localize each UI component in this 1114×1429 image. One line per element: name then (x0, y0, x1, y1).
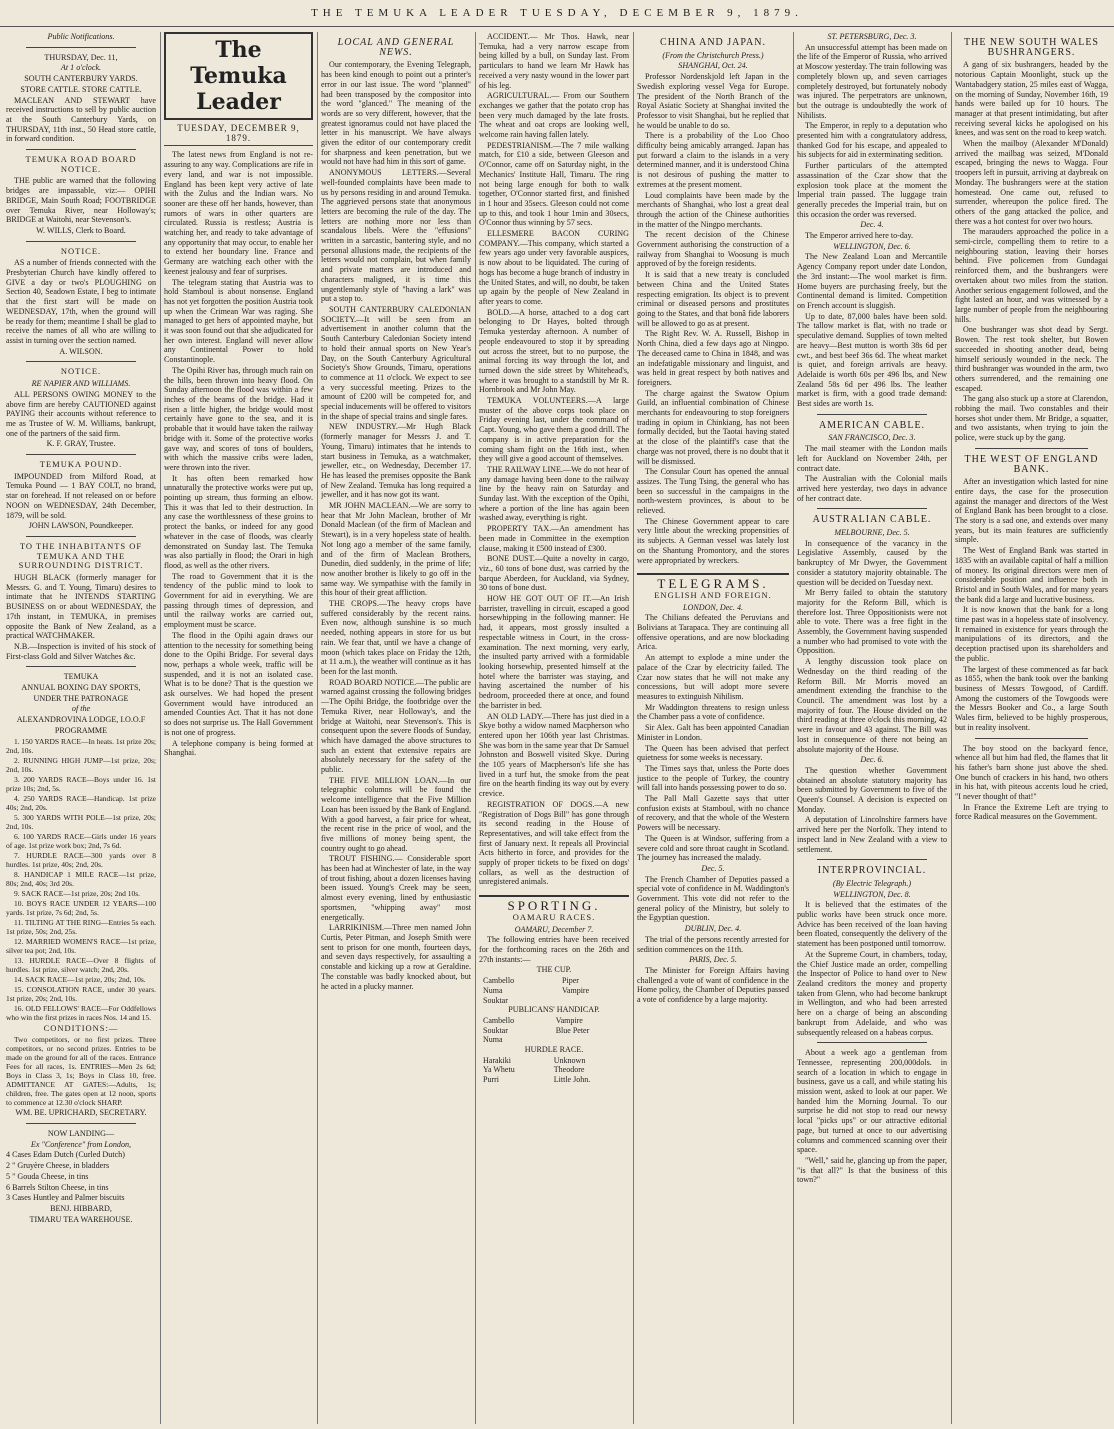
editorial-paragraph: The road to Government that it is the tendency of the public mind to look to Government for aid in everything. We are passing through times of depression, and until the railway works are carried out, employment must be scarce. (164, 571, 313, 630)
race-entry-row (479, 1065, 629, 1075)
race-entry-row (479, 976, 629, 986)
news-paragraph: It is said that a new treaty is concluded between China and the United States respecting emigration. Its object is to prevent criminal or diseased persons and prostitutes going to the States, and that bonâ fide laborers will be allowed to go as at present. (637, 270, 789, 328)
maclean-ad: MACLEAN AND STEWART have received instructions to sell by public auction at the South Canterbury Yards, on THURSDAY, 11th inst., 50 Head store cattle, in forward condition. (6, 95, 156, 144)
race-entrant (552, 1035, 629, 1045)
landing-item: 6 Barrels Stilton Cheese, in tins (6, 1182, 109, 1192)
news-paragraph: BOLD.—A horse, attached to a dog cart belonging to Dr Hayes, bolted through Temuka yesterday afternoon. A number of people endeavoured to stop it by spreading out across the street, but to no purpose, the animal forcing its way through the lot, and turned down the side street by Whitehead's, where it was brought to a standstill by Mr R. Hornbrook and Mr John May. (479, 307, 629, 395)
telegram-paragraph: The Chilians defeated the Peruvians and Bolivians at Tarapaca. They are continuing all offensive operations, and are now blockading Arica. (637, 613, 789, 652)
telegram-date: DUBLIN, Dec. 4. (684, 924, 742, 934)
news-paragraph: A lengthy discussion took place on Wednesday on the third reading of the Reform Bill. Mr Morris moved an amendment extending the franchise to the Council. The amendment was lost by a majority of four. The House divided on the third reading at three o'clock this morning, 42 were in favour and 43 against. The Bill was lost in consequence of there not being an absolute majority of the House. (797, 657, 947, 754)
race-entrant: Blue Peter (555, 1025, 590, 1035)
programme-event: 7. HURDLE RACE—300 yards over 8 hurdles. 1st prize, 40s; 2nd, 20s. (6, 850, 156, 869)
road-board-text: THE public are warned that the following bridges are impassable, viz:— OPIHI BRIDGE, Main South Road; FOOTBRIDGE over Temuka River, near Holloway's; BRIDGE at Waitohi, near Stevenson's. (6, 176, 156, 225)
dateline: WELLINGTON, Dec. 6. (833, 241, 911, 251)
news-paragraph: AGRICULTURAL.— From our Southern exchanges we gather that the potato crop has been very much damaged by the late frosts. The wheat and oat crops are looking well, welcome rain having fallen lately. (479, 91, 629, 140)
newspaper-title: The Temuka Leader (164, 32, 313, 120)
column-rule (633, 32, 634, 1424)
notice2-heading: NOTICE. (60, 366, 102, 377)
race-entry-row (479, 1026, 629, 1036)
programme-event: 6. 100 YARDS RACE—Girls under 16 years of age. 1st prize work box; 2nd, 7s 6d. (6, 831, 156, 850)
news-paragraph: The Emperor arrived here to-day. (805, 231, 914, 241)
divider (26, 47, 136, 48)
news-paragraph: The largest of these commenced as far back as 1855, when the bank took over the banking business of Messrs Towgood, of Cardiff. Among the customers of the Towgoods were the Messrs Booker and Co., a large South Wales firm, believed to be highly prosperous, but in reality insolvent. (955, 664, 1108, 732)
telegrams-subheading: ENGLISH AND FOREIGN. (654, 589, 772, 600)
programme-heading: PROGRAMME (54, 725, 108, 735)
editorial-paragraph: The telegram stating that Austria was to hold Stamboul is about nonsense. England has not yet forgotten the position Austria took up when the Crimean War was raging. She managed to get hers of appointed mayhe, but it was soon found out that she adjudicated for her own interest. England will never allow any Continental Power to hold Constantinople. (164, 277, 313, 365)
china-heading: CHINA AND JAPAN. (660, 37, 766, 48)
column-rule (793, 32, 794, 1424)
race-entrant: Numa (483, 985, 503, 995)
editorial-paragraph: The latest news from England is not re-assuring to any way. Complications are rife in every land, and war is not impossible. England has been kept very active of late with the Zulus and the Indian wars. No sooner are these off her hands, however, than rumors of wars in other quarters are circulated. Russia is restless; Austria is watching her, and ready to take advantage of any opportunity that may occur, to enable her to extend her boundary line. France and Germany are watching each other with the keenest jealousy and fear of surprises. (164, 150, 313, 276)
divider (26, 454, 136, 455)
race-entry-row (479, 1075, 629, 1085)
divider (817, 508, 927, 509)
news-paragraph: After an investigation which lasted for nine entire days, the case for the prosecution against the manager and directors of the West of England Bank has been brought to a close. The story is a sad one, and extends over many years, but its main features are sufficiently simple. (955, 477, 1108, 545)
dateline: Dec. 6. (860, 755, 884, 765)
column-rule (951, 32, 952, 1424)
pound-text: IMPOUNDED from Milford Road, at Temuka Pound — 1 BAY COLT, no brand, star on forehead. If not released on or before NOON on WEDNESDAY, 24th December, 1879, will be sold. (6, 471, 156, 520)
news-paragraph: THE CROPS.—The heavy crops have suffered considerably by the recent rains. Even now, although sunshine is so much needed, nothing appears in store for us but rain. We fear that, until we have a change of moon (which takes place on Friday the 12th, at 11 a.m.), the weather will continue as it has been for the last month. (321, 599, 471, 676)
dateline: WELLINGTON, Dec. 8. (833, 889, 911, 899)
race-entrant: Numa (483, 1035, 503, 1045)
news-paragraph: A gang of six bushrangers, headed by the notorious Captain Moonlight, stuck up the Wantabadgery station, 25 miles east of Wagga, on the morning of Sunday, November 16th, 19 hands were bailed up for 10 hours. The manager at that present intimidating, but after receiving several kicks he apologised on his knees, and was sent on the road to keep watch. (955, 60, 1108, 138)
news-paragraph: ELLESMERE BACON CURING COMPANY.—This company, which started a few years ago under very favorable auspices, is now about to be liquidated. The curing of hogs has become a huge branch of industry in the United States, and will, no doubt, be taken up again by the people of New Zealand in after years to come. (479, 229, 629, 306)
editorial-paragraph: The Opihi River has, through much rain on the hills, been thrown into heavy flood. On Sunday afternoon the flood was within a few inches of the beams of the bridge. Had it risen a little higher, the bridge would most certainly have gone to the sea, and it is probable that it would have taken the railway bridge with it. Some of the protective works gave way, and scores of tons of boulders, with which the massive cribs were laden, were thrown into the river. (164, 365, 313, 472)
news-paragraph: REGISTRATION OF DOGS.—A new "Registration of Dogs Bill" has gone through its second reading in the House of Representatives, and will take effect from the first of January next. It repeals all Provincial Acts hitherto in force, and provides for the supply of proper tickets to be fixed on dogs' collars, as well as the destruction of unregistered animals. (479, 799, 629, 887)
oamaru-text: The following entries have been received for the forthcoming races on the 26th and 27th instants:— (479, 935, 629, 964)
news-paragraph: LARRIKINISM.—Three men named John Curtis, Peter Pitman, and Joseph Smith were sent to prison for one month, fourteen days, and seven days respectively, for assaulting a constable and kicking up a row at Geraldine. The constable was badly knocked about, but he acted in a plucky manner. (321, 923, 471, 991)
news-paragraph: The Chinese Government appear to care very little about the wrecking propensities of its subjects. A German vessel was lately lost on the Shantung Promontory, and the stores were appropriated by wreckers. (637, 516, 789, 565)
news-paragraph: A deputation of Lincolnshire farmers have arrived here per the Norfolk. They intend to inspect land in New Zealand with a view to settlement. (797, 815, 947, 854)
china-source: (From the Christchurch Press.) (662, 50, 764, 60)
telegram-date: PARIS, Dec. 5. (689, 955, 737, 965)
inhabitants-heading: TO THE INHABITANTS OF TEMUKA AND THE SURROUNDING DISTRICT. (18, 540, 144, 571)
oamaru-heading: OAMARU RACES. (512, 911, 596, 922)
news-paragraph: Mr Berry failed to obtain the statutory majority for the Reform Bill, which is therefore lost. Three Oppositionists were not able to vote. There was a free fight in the Assembly, the Government having suspended a number who had promised to vote with the Opposition. (797, 588, 947, 656)
telegram-paragraph: An attempt to explode a mine under the palace of the Czar by electricity failed. The Czar now states that he will not make any concessions, but will adopt more severe measures to extinguish Nihilism. (637, 653, 789, 701)
telegram-date: Dec. 5. (701, 863, 725, 873)
hurdle-heading: HURDLE RACE. (524, 1045, 584, 1055)
column-4 (479, 32, 629, 1424)
cup-heading: THE CUP. (536, 965, 572, 975)
programme-event: 9. SACK RACE—1st prize, 20s; 2nd 10s. (14, 888, 141, 898)
programme-event: 8. HANDICAP 1 MILE RACE—1st prize, 80s; 2nd, 40s; 3rd 20s. (6, 869, 156, 888)
editorial-paragraph: A telephone company is being formed at Shanghai. (164, 738, 313, 758)
landing-item: 3 Cases Huntley and Palmer biscuits (6, 1193, 125, 1203)
interprovincial-heading: INTERPROVINCIAL. (817, 865, 927, 877)
column-rule (475, 32, 476, 1424)
running-header: THE TEMUKA LEADER TUESDAY, DECEMBER 9, 1879. (0, 0, 1114, 27)
publicans-heading: PUBLICANS' HANDICAP. (508, 1005, 600, 1015)
column-7 (955, 32, 1108, 1424)
programme-event: 14. SACK RACE—1st prize, 20s; 2nd, 10s. (14, 974, 146, 984)
editorial-date: TUESDAY, DECEMBER 9, 1879. (164, 124, 313, 146)
telegram-date: LONDON, Dec. 4. (682, 602, 744, 612)
divider (817, 1042, 927, 1043)
sporting-heading: SPORTING. (479, 895, 629, 911)
divider (26, 666, 136, 667)
pound-sign: JOHN LAWSON, Poundkeeper. (28, 521, 134, 531)
news-paragraph: At the Supreme Court, in chambers, today, the Chief Justice made an order, compelling the Inspector of Police to hand over to New Zealand creditors the money and property taken from Glenn, who had become bankrupt in Wellington, and who had been arrested here on a charge of being an absconding bankrupt from Adelaide, and who was subsequently released on a habeas corpus. (797, 949, 947, 1037)
race-entrant: Souktar (483, 995, 508, 1005)
news-paragraph: An unsuccessful attempt has been made on the life of the Emperor of Russia, who arrived at Moscow yesterday. The train following was completely blown up, and seven carriages completely destroyed, but fortunately nobody was injured. The perpetrators are unknown, but the outrage is undoubtedly the work of Nihilists. (797, 42, 947, 120)
news-paragraph: The charge against the Swatow Opium Guild, an influential combination of Chinese merchants for endeavouring to stop foreigners trading in opium in Chinkiang, has not been formally decided, but the Taotai having stated at the close of the plaintiff's case that the charge was not proved, there is no doubt that it will be dismissed. (637, 388, 789, 466)
programme-event: 11. TILTING AT THE RING—Entries 5s each. 1st prize, 50s; 2nd, 25s. (6, 917, 156, 936)
napier-text: ALL PERSONS OWING MONEY to the above firm are hereby CAUTIONED against PAYING their accounts without reference to me as Trustee of W. M. Williams, bankrupt, one of the partners of the said firm. (6, 389, 156, 438)
china-date: SHANGHAI, Oct. 24. (678, 61, 748, 71)
race-entrant: Cambello (483, 976, 515, 986)
divider (26, 536, 136, 537)
divider (26, 241, 136, 242)
programme-event: 4. 250 YARDS RACE—Handicap. 1st prize 40s; 2nd, 20s. (6, 793, 156, 812)
news-paragraph: When the mailboy (Alexander M'Donald) arrived the mailbag was seized, M'Donald escaped, bringing the news to Wagga. Four troopers left in pursuit, arriving at daybreak on Monday. The bushrangers were at the station homestead. One came out, refused to surrender, whereupon the police fired. The others of the gang attacked the police, and there was a hot contest for over two hours. (955, 139, 1108, 226)
news-paragraph: PROPERTY TAX.—An amendment has been made in Committee in the exemption clause, making it £500 instead of £300. (479, 524, 629, 553)
telegram-paragraph: The Times says that, unless the Porte does justice to the people of Turkey, the country will fall into hands possessing power to do so. (637, 763, 789, 793)
oamaru-date: OAMARU, December 7. (514, 924, 594, 934)
news-paragraph: Further particulars of the attempted assassination of the Czar show that the explosion took place at the moment the Imperial train passed. The luggage train generally precedes the Imperial train, but on this occasion the order was reversed. (797, 161, 947, 219)
landing-sign-1: BENJ. HIBBARD, (50, 1203, 112, 1213)
local-news-heading: LOCAL AND GENERAL NEWS. (337, 37, 455, 58)
inhabitants-nb: N.B.—Inspection is invited of his stock of First-class Gold and Silver Watches &c. (6, 641, 156, 661)
telegrams-heading: TELEGRAMS. (637, 573, 789, 589)
news-paragraph: The marauders approached the police in a semi-circle, compelling them to retire to a neighbouring station, leaving their horses behind. Five policemen from Gundagai reinforced them, and the bushrangers were overtaken about two miles from the station. Another serious engagement followed, and the fight lasted an hour, and was witnessed by a large number of people from the neighbouring hills. (955, 227, 1108, 324)
news-paragraph: SOUTH CANTERBURY CALEDONIAN SOCIETY.—It will be seen from an advertisement in another column that the South Canterbury Caledonian Society intend to hold their annual sports on New Year's Day, on the South Canterbury Agricultural Society's Show Grounds, Timaru, operations to commence at 11 o'clock. We expect to see a very successful meeting. Prizes to the amount of £200 will be competed for, and special inducements will be offered to visitors in the shape of special trains and single fares. (321, 304, 471, 421)
telegram-paragraph: The trial of the persons recently arrested for sedition commences on the 11th. (637, 934, 789, 954)
news-paragraph: MR JOHN MACLEAN.—We are sorry to hear that Mr John Maclean, brother of Mr Donald Maclean (of the firm of Maclean and Stewart), is in a very hopeless state of health. Not long ago a member of the same family, and of the firm of Maclean Brothers, Dunedin, died suddenly, in the prime of life; now another brother is likely to go off in the same way. We sympathise with the family in this hour of their great affliction. (321, 501, 471, 598)
divider (975, 738, 1088, 739)
telegram-paragraph: The Minister for Foreign Affairs having challenged a vote of want of confidence in the Home policy, the Chamber of Deputies passed a vote of confidence by a large majority. (637, 965, 789, 1005)
news-paragraph: The Australian with the Colonial mails arrived here yesterday, two days in advance of her contract date. (797, 474, 947, 503)
conditions-sign: WM. BE. UPRICHARD, SECRETARY. (15, 1108, 147, 1118)
column-rule (317, 32, 318, 1424)
bushrangers-heading-2: BUSHRANGERS. (987, 46, 1076, 58)
programme-event: 16. OLD FELLOWS' RACE—For Oddfellows who win the first prizes in races Nos. 14 and 15. (6, 1003, 156, 1022)
race-entrant: Ya Whetu (483, 1065, 515, 1075)
race-entry-row (479, 1016, 629, 1026)
west-england-bank-heading: THE WEST OF ENGLAND BANK. (964, 453, 1099, 475)
programme-event: 5. 300 YARDS WITH POLE—1st prize, 20s; 2nd, 10s. (6, 812, 156, 831)
news-paragraph: In consequence of the vacancy in the Legislative Assembly, caused by the bankruptcy of Mr Dwyer, the Government consider a statutory majority obtainable. The question will be decided on Tuesday next. (797, 538, 947, 587)
race-entrant: Cambello (483, 1015, 515, 1025)
news-paragraph: In France the Extreme Left are trying to force Radical measures on the Government. (955, 802, 1108, 822)
news-paragraph: The Emperor, in reply to a deputation who presented him with a congratulatory address, thanked God for his escape, and appealed to his subjects for aid in exterminating sedition. (797, 121, 947, 160)
interprovincial-sub: (By Electric Telegraph.) (832, 878, 912, 888)
programme-event: 12. MARRIED WOMEN'S RACE—1st prize, silver tea pot; 2nd, 10s. (6, 936, 156, 955)
notice-heading: NOTICE. (60, 245, 102, 256)
telegram-paragraph: The French Chamber of Deputies passed a special vote of confidence in M. Waddington's Government. This vote did not refer to the general policy of the Ministry, but solely to the Egyptian question. (637, 874, 789, 923)
news-paragraph: About a week ago a gentleman from Tennessee, representing 200,000dols. in search of a location in which to engage in business, gave us a call, and while stating his mission went, asked to look at our paper. We handed him the Morning Journal. To our surprise he did not stop to read our newsy local "picks ups" or our attractive editorial page, but turned at once to our advertising columns and commenced scanning over their space. (797, 1048, 947, 1155)
news-paragraph: The mail steamer with the London mails left for Auckland on November 24th, per contract date. (797, 444, 947, 473)
news-paragraph: The recent decision of the Chinese Government authorising the construction of a railway from Shanghai to Woosung is much approved of by the foreign residents. (637, 230, 789, 269)
race-entrant (558, 996, 629, 1006)
news-paragraph: The West of England Bank was started in 1835 with an available capital of half a million of money. Its original directors were men of considerable position and influence both in Bristol and in South Wales, and for many years the bank did a large and lucrative business. (955, 546, 1108, 604)
news-paragraph: The New Zealand Loan and Mercantile Agency Company report under date London, the 3rd instant:—The wool market is firm. Home buyers are purchasing freely, but the Continental demand is limited. Competition on French account is sluggish. (797, 252, 947, 310)
telegram-paragraph: The Queen has been advised that perfect quietness for some weeks is necessary. (637, 743, 789, 763)
news-paragraph: There is a probability of the Loo Choo difficulty being amicably arranged. Japan has put forward a claim to the islands in a very determined manner, and it is understood China is not desirous of pushing the matter to extremes at the present moment. (637, 131, 789, 189)
yards-heading: SOUTH CANTERBURY YARDS. (24, 74, 138, 84)
landing-item: 5 " Gouda Cheese, in tins (6, 1171, 89, 1181)
sports-title-1: TEMUKA (63, 672, 99, 682)
programme-event: 2. RUNNING HIGH JUMP—1st prize, 20s; 2nd, 10s. (6, 755, 156, 774)
editorial-paragraph: The flood in the Opihi again draws our attention to the necessity for something being done to the Opihi Bridge. For several days now, perhaps a whole week, traffic will be suspended, and it is not an isolated case. What is to be done? That is the question we ask ourselves. We had hoped the present Government would have introduced an amended Counties Act. That it has not done so does not surprise us. The Hall Government is not one of progress. (164, 630, 313, 737)
pound-heading: TEMUKA POUND. (39, 459, 123, 470)
news-paragraph: THE RAILWAY LINE.—We do not hear of any damage having been done to the railway line by the heavy rain on Saturday and Sunday last. With the exception of the Opihi, where a portion of the line has again been washed away, everything is right. (479, 464, 629, 523)
cup-entries (479, 976, 629, 1005)
napier-sign: K. F. GRAY, Trustee. (46, 439, 116, 449)
news-paragraph: PEDESTRIANISM.—The 7 mile walking match, for £10 a side, between Gleeson and O'Connor, came off on Saturday night, in the Mechanics' Institute Hall, Timaru. The ring not being large enough for both to walk together, O'Connor started first, and finished in 1 hour and 35secs. Gleeson could not come up to this, and took 1 hour 1min and 30secs, O'Connor thus winning by 57 secs. (479, 140, 629, 228)
landing-heading: NOW LANDING— (47, 1129, 115, 1138)
race-entrant: Piper (562, 976, 579, 986)
telegram-paragraph: The Queen is at Windsor, suffering from a severe cold and sore throat caught in Scotland. The journey has increased the malady. (637, 833, 789, 863)
news-paragraph: TEMUKA VOLUNTEERS.—A large muster of the above corps took place on Friday evening last, under the command of Capt. Young, who gave them a good drill. The company is in active preparation for the coming sham fight on the 16th inst., when they will give a good account of themselves. (479, 396, 629, 464)
sports-title-5: ALEXANDROVINA LODGE, I.O.O.F (16, 715, 146, 725)
news-paragraph: ACCIDENT.— Mr Thos. Hawk, near Temuka, had a very narrow escape from being killed by a bull, on Sunday last. From particulars to hand we learn Mr Hawk has received a very nasty wound in the lower part of his leg. (479, 32, 629, 90)
dateline: SAN FRANCISCO, Dec. 3. (828, 433, 916, 443)
column-5 (637, 32, 789, 1424)
news-paragraph: The Consular Court has opened the annual assizes. The Tung Tsing, the general who has been so successful in the campaigns in the north-western provinces, is about to be relieved. (637, 467, 789, 516)
australian-cable-heading: AUSTRALIAN CABLE. (812, 514, 932, 526)
column-rule (160, 32, 161, 1424)
divider (26, 149, 136, 150)
napier-heading: RE NAPIER AND WILLIAMS. (31, 379, 131, 389)
sports-title-2: ANNUAL BOXING DAY SPORTS, (21, 683, 141, 693)
programme-event: 15. CONSOLATION RACE, under 30 years. 1st prize, 20s; 2nd, 10s. (6, 984, 156, 1003)
race-entrant: Harakiki (483, 1055, 511, 1065)
news-paragraph: BONE DUST.—Quite a novelty in cargo, viz., 60 tons of bone dust, was carried by the barque Aberdeen, for Auckland, via Sydney, 30 tons of bone dust. (479, 554, 629, 593)
sports-title-3: UNDER THE PATRONAGE (33, 693, 129, 703)
race-entrant: Vampire (555, 1015, 583, 1025)
american-cable-heading: AMERICAN CABLE. (818, 419, 926, 431)
news-paragraph: Up to date, 87,000 bales have been sold. The tallow market is flat, with no trade or speculative demand. Supplies of town melted are heavy—Best mutton is worth 38s 6d per cwt., and best beef 36s 6d. The wheat market is quiet, and foreign arrivals are heavy. Adelaide is worth 60s per 496 lbs, and New Zealand 58s 6d per 496 lbs. The leather market is firm, with a good trade demand: Best sides are worth 1s. (797, 311, 947, 409)
news-paragraph: The gang also stuck up a store at Clarendon, robbing the mail. Two constables and their horses shot under them. Mr Bridge, a squatter, and two assistants, when trying to join the police, were stuck up by the gang. (955, 394, 1108, 443)
conditions-heading: CONDITIONS:— (43, 1022, 119, 1033)
news-paragraph: The question whether Government obtained an absolute statutory majority has been submitted by Government to five of the Queen's Counsel. A decision is expected on Monday. (797, 765, 947, 814)
race-entry-row (479, 1035, 629, 1045)
column-3 (321, 32, 471, 1424)
inhabitants-text: HUGH BLACK (formerly manager for Messrs. G. and T. Young, Timaru) desires to intimate that he INTENDS STARTING BUSINESS on or about WEDNESDAY, the 17th instant, in TEMUKA, in premises opposite the Bank of New Zealand, as a practical WATCHMAKER. (6, 573, 156, 641)
divider (975, 448, 1088, 449)
dateline: MELBOURNE, Dec. 5. (834, 528, 910, 538)
news-paragraph: It is now known that the bank for a long time past was in a hopeless state of insolvency. It remained in existence for years through the manipulations of its directors, and the deception practised upon its shareholders and the public. (955, 605, 1108, 663)
events-list (6, 737, 156, 1022)
news-paragraph: It is believed that the estimates of the public works have been struck once more. Advice has been received of the loan having been floated, consequently the delivery of the statement has been postponed until tomorrow. (797, 900, 947, 949)
landing-ex: Ex "Conference" from London, (30, 1139, 132, 1149)
store-cattle: STORE CATTLE. STORE CATTLE. (20, 84, 142, 94)
news-paragraph: AN OLD LADY.—There has just died in a Skye bothy a widow named Macpherson who entered upon her 106th year last Christmas. She was born in the same year that Dr Samuel Johnston and Boswell visited Skye. During the 105 years of Macpherson's life she has lived in a turf hut, the smoke from the peat fire on the hearth finding its way out by every crevice. (479, 711, 629, 799)
dateline: ST. PETERSBURG, Dec. 3. (827, 32, 917, 41)
column-6 (797, 32, 947, 1424)
notifications-heading: Public Notifications. (47, 32, 115, 41)
news-paragraph: Loud complaints have been made by the merchants of Shanghai, who lost a great deal through the action of the Chinese authorities in the matter of the Ningpo merchants. (637, 190, 789, 229)
road-board-heading: TEMUKA ROAD BOARD NOTICE. (25, 154, 137, 174)
programme-event: 10. BOYS RACE UNDER 12 YEARS—100 yards. 1st prize, 7s 6d; 2nd, 5s. (6, 898, 156, 917)
divider (817, 859, 927, 860)
telegram-paragraph: Sir Alex. Galt has been appointed Canadian Minister in London. (637, 723, 789, 742)
column-1 (6, 32, 156, 1424)
editorial-paragraph: It has often been remarked how unnaturally the protective works were put up, pointing up stream, thus forming an elbow. This it was that led to their destruction. In any case the worthlessness of these groins to protect the banks, or indeed for any good whatever in the case of floods, was clearly demonstrated on Sunday last. The Temuka was also partially in flood; the Orari in high flood, as well as the other rivers. (164, 473, 313, 570)
column-2 (164, 32, 313, 1424)
race-entrant: Theodore (553, 1065, 585, 1075)
dateline: Dec. 4. (860, 220, 884, 230)
news-paragraph: ROAD BOARD NOTICE.—The public are warned against crossing the following bridges—The Opihi Bridge, the footbridge over the Temuka River, near Holloway's, and the bridge at Waitohi, near Stevenson's. This is consequent upon the severe floods of Sunday, which have damaged the above structures to such an extent that extensive repairs are absolutely necessary for the safety of the public. (321, 677, 471, 775)
race-entry-row (479, 1056, 629, 1066)
landing-list (6, 1150, 156, 1203)
news-paragraph: The Right Rev. W. A. Russell, Bishop in North China, died a few days ago at Ningpo. The deceased came to China in 1848, and was an indefatigable missionary and linguist, and was held in great respect by both natives and foreigners. (637, 329, 789, 387)
landing-item: 4 Cases Edam Dutch (Curled Dutch) (6, 1150, 125, 1160)
news-paragraph: ANONYMOUS LETTERS.—Several well-founded complaints have been made to us by persons residing in and around Temuka. The aggrieved persons state that anonymous letters are becoming the rule of the day. The letters are nothing more nor less than scandalous libels. Were the "effusions" written in a sarcastic, bantering style, and no personal allusions made, the recipients of the letters would not complain, but when family and private matters are introduced and characters maligned, it is time this ungentlemanly style of "having a lark" was put a stop to. (321, 168, 471, 304)
news-paragraph: TROUT FISHING.— Considerable sport has been had at Winchester of late, in the way of trout fishing, about a dozen licenses having been issued. Young's Creek may be seen, almost every evening, lined by enthusiastic sportsmen, "whipping away" most energetically. (321, 854, 471, 922)
road-board-sign: W. WILLS, Clerk to Board. (36, 225, 126, 235)
race-entry-row (479, 996, 629, 1006)
divider (817, 414, 927, 415)
sale-date: THURSDAY, Dec. 11, (44, 52, 118, 62)
race-entrant: Little John. (553, 1075, 591, 1085)
bushrangers-heading-1: THE NEW SOUTH WALES (963, 37, 1099, 48)
news-paragraph: One bushranger was shot dead by Sergt. Bowen. The rest took shelter, but Bowen succeeded in shooting another dead, being himself seriously wounded in the neck. The third bushranger was wounded in the arm, two others surrendered, and the remaining one escaped. (955, 325, 1108, 393)
sale-time: At 1 o'clock. (60, 63, 102, 73)
telegram-paragraph: Mr Waddington threatens to resign unless the Chamber pass a vote of confidence. (637, 702, 789, 722)
programme-event: 13. HURDLE RACE—Over 8 flights of hurdles. 1st prize, silver watch; 2nd, 20s. (6, 955, 156, 974)
news-paragraph: "Well," said he, glancing up from the paper, "is that all?" Is that the business of this town?" (797, 1155, 947, 1185)
divider (26, 361, 136, 362)
race-entrant: Vampire (562, 985, 590, 995)
publicans-entries (479, 1016, 629, 1045)
notice-sign: A. WILSON. (59, 346, 103, 356)
divider (26, 1123, 136, 1124)
landing-item: 2 " Gruyère Cheese, in bladders (6, 1161, 110, 1171)
news-paragraph: Professor Nordenskjold left Japan in the Swedish exploring vessel Vega for Europe. The president of the North Branch of the Royal Asiatic Society at Shanghai invited the Professor to visit Shanghai, but he replied that he would be unable to do so. (637, 72, 789, 130)
telegram-paragraph: The Pall Mall Gazette says that utter confusion exists at Stamboul, with no chance of recovery, and that the whole of the Western Powers will be necessary. (637, 794, 789, 833)
hurdle-entries (479, 1056, 629, 1085)
news-paragraph: The boy stood on the backyard fence, whence all but him had fled, the flames that lit his father's barn shone just above the shed. One bunch of crackers in his hand, two others in his hat, with piteous accents loud he cried, "I never thought of that!" (955, 743, 1108, 802)
notice-text: AS a number of friends connected with the Presbyterian Church have kindly offered to GIVE a day or two's PLOUGHING on Section 40, Seadown Estate, I beg to intimate that the first start will be made on WEDNESDAY, 17th, when the ground will be ready for them; meantime I shall be glad to receive the names of all who are willing to assist in turning over the section named. (6, 258, 156, 345)
news-paragraph: HOW HE GOT OUT OF IT.—An Irish barrister, travelling in circuit, escaped a good horsewhipping in the following manner: He had, it appears, most grossly insulted a respectable witness in Court, in the cross-examination. The next morning, very early, the insulted party arrived with a formidable looking horsewhip, presented himself at the hotel where the barrister was staying, and having ascertained the number of his bedroom, proceeded there at once, and found the barrister in bed. (479, 594, 629, 710)
programme-event: 3. 200 YARDS RACE—Boys under 16. 1st prize 10s; 2nd, 5s. (6, 774, 156, 793)
race-entrant: Purri (483, 1075, 499, 1085)
news-paragraph: NEW INDUSTRY.—Mr Hugh Black (formerly manager for Messrs J. and T. Young, Timaru) intimates that he intends to start business in Temuka, as a watchmaker, jeweller, etc., on Wednesday, December 17. He has leased the premises opposite the Bank of New Zealand. Temuka has long required a jeweller, and it has now got its want. (321, 422, 471, 500)
news-paragraph: THE FIVE MILLION LOAN.—In our telegraphic columns will be found the welcome intelligence that the Five Million Loan has been issued by the Bank of England. With a good harvest, a fair price for wheat, the recent rise in the price of wool, and the five millions of money being spent, the country ought to go ahead. (321, 775, 471, 853)
race-entry-row (479, 986, 629, 996)
race-entrant: Souktar (483, 1025, 508, 1035)
race-entrant: Unknown (553, 1055, 586, 1065)
programme-event: 1. 150 YARDS RACE—In heats. 1st prize 20s; 2nd, 10s. (6, 736, 156, 755)
landing-sign-2: TIMARU TEA WAREHOUSE. (29, 1214, 133, 1224)
conditions-text: Two competitors, or no first prizes. Three competitors, or no second prizes. Entries to be made on the ground for all of the races. Entrance Fees for all races, 1s. ENTRIES—Men 2s 6d; Boys in Class 3, 1s; Boys in Class 10, free. ADMITTANCE AT GATES:—Adults, 1s; children, free. The gates open at 12 noon, sports to commence at 12.30 o'clock SHARP. (6, 1035, 156, 1108)
news-paragraph: Our contemporary, the Evening Telegraph, has been kind enough to point out a printer's error in our last issue. The word "planned" had been transposed by the compositor into the word "glanced." The meaning of the words are so very different, however, that the greatest ignoramus could not have placed the letter in his manuscript. We have always given the editor of our contemporary credit for sharpness and keen penetration, but we would not have had him in this sort of game. (321, 60, 471, 167)
sports-title-4: of the (71, 704, 91, 714)
